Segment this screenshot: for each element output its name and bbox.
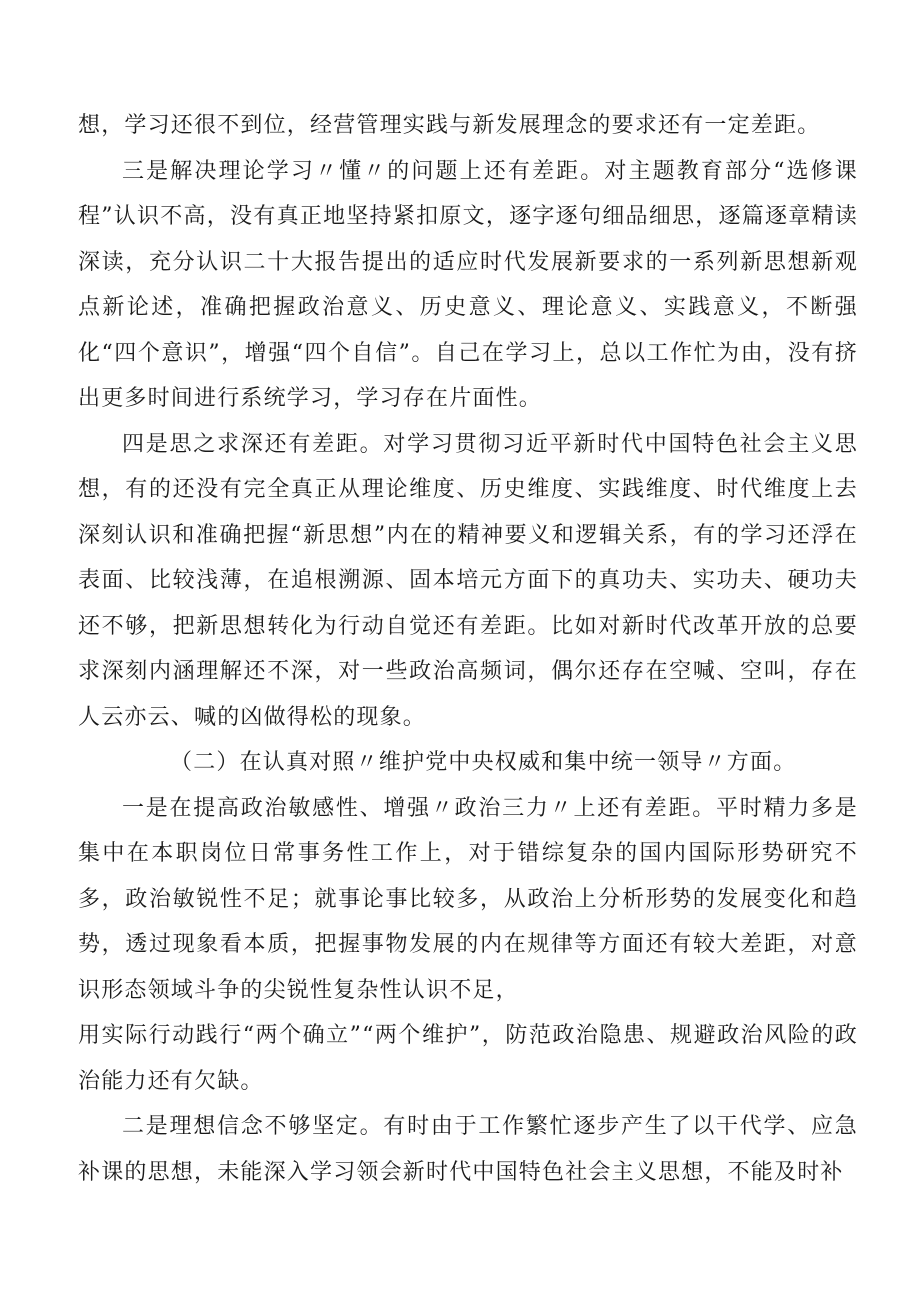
paragraph-continuation: 想，学习还很不到位，经营管理实践与新发展理念的要求还有一定差距。 [78,113,821,138]
paragraph-point-one: 一是在提高政治敏感性、增强〃政治三力〃上还有差距。平时精力多是集中在本职岗位日常事务性工作上，对于错综复杂的国内国际形势研究不多，政治敏锐性不足；就事论事比较多，从政治上分析形势的发展变化和趋势，透过现象看本质，把握事物发展的内在规律等方面还有较大差距，对意识形态领域斗争的尖锐性复杂性认识不足， [78,795,858,1003]
paragraph-point-three: 三是解决理论学习〃懂〃的问题上还有差距。对主题教育部分“选修课程”认识不高，没有真正地坚持紧扣原文，逐字逐句细品细思，逐篇逐章精读深读，充分认识二十大报告提出的适应时代发展新要求的一系列新思想新观点新论述，准确把握政治意义、历史意义、理论意义、实践意义，不断强化“四个意识”，增强“四个自信”。自己在学习上，总以工作忙为由，没有挤出更多时间进行系统学习，学习存在片面性。 [78,158,858,411]
document-body [78,103,858,1195]
paragraph-point-two: 二是理想信念不够坚定。有时由于工作繁忙逐步产生了以干代学、应急补课的思想，未能深入学习领会新时代中国特色社会主义思想，不能及时补 [78,1114,858,1185]
paragraph-point-one-continued: 用实际行动践行“两个确立”“两个维护”，防范政治隐患、规避政治风险的政治能力还有欠缺。 [78,1023,858,1094]
section-heading-two: （二）在认真对照〃维护党中央权威和集中统一领导〃方面。 [170,750,797,775]
paragraph-point-four: 四是思之求深还有差距。对学习贯彻习近平新时代中国特色社会主义思想，有的还没有完全真正从理论维度、历史维度、实践维度、时代维度上去深刻认识和准确把握“新思想”内在的精神要义和逻辑关系，有的学习还浮在表面、比较浅薄，在追根溯源、固本培元方面下的真功夫、实功夫、硬功夫还不够，把新思想转化为行动自觉还有差距。比如对新时代改革开放的总要求深刻内涵理解还不深，对一些政治高频词，偶尔还存在空喊、空叫，存在人云亦云、喊的凶做得松的现象。 [78,431,858,730]
